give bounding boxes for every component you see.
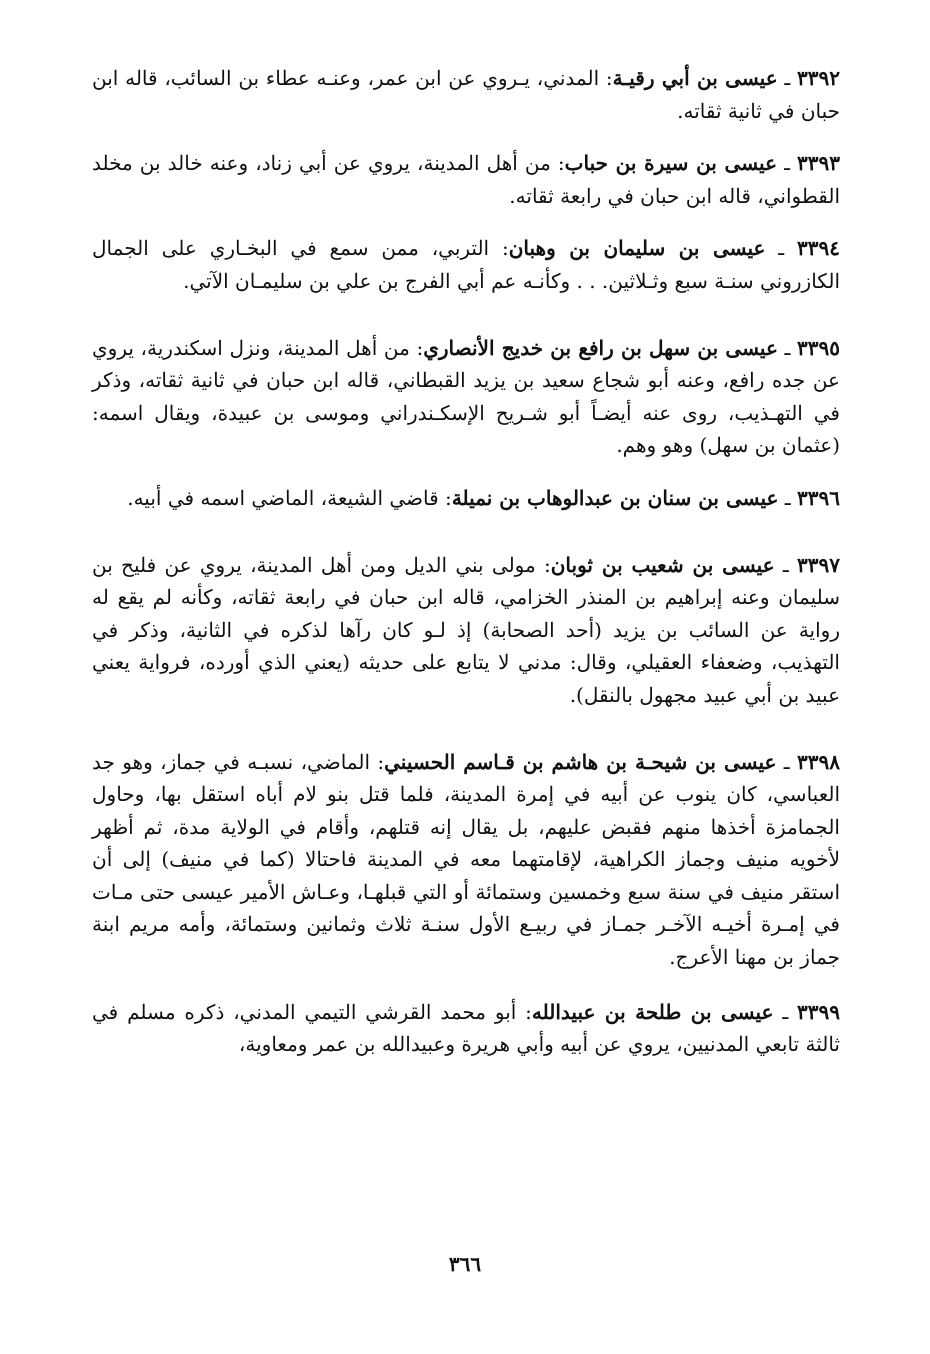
entry-number: ٣٣٩٧ — [797, 552, 840, 577]
entry-name: عيسى بن طلحة بن عبيدالله — [531, 999, 774, 1024]
entry-number: ٣٣٩٨ — [797, 749, 840, 774]
entry-name: عيسى بن شيحـة بن هاشم بن قـاسم الحسيني — [384, 749, 777, 774]
entry-name: عيسى بن سيرة بن حباب — [564, 151, 778, 176]
entry-number: ٣٣٩٤ — [797, 236, 840, 261]
entry-3394: ٣٣٩٤ ـ عيسى بن سليمان بن وهبان: التربي، ممن سمع في البخـاري على الجمال الكازروني سنـة سبع وثـلاثين. . . وكأنـه عم أبي الفرج بن علي بن سليمـان الآتي. — [92, 236, 840, 293]
entry-text: المدني، يـروي عن ابن عمر، وعنـه عطاء بن السائب، قاله ابن حبان في ثانية ثقاته. — [92, 66, 840, 123]
entry-number: ٣٣٩٣ — [797, 151, 840, 176]
entry-3397: ٣٣٩٧ ـ عيسى بن شعيب بن ثوبان: مولى بني الديل ومن أهل المدينة، يروي عن فليح بن سليمان وعنه إبراهيم بن المنذر الخزامي، قاله ابن حبان في رابعة ثقاته، وكأنه لم يقع له رواية عن السائب بن يزيد (أحد الصحابة) إذ لـو كان رآها لذكره في الثانية، وذكر في التهذيب، وضعفاء العقيلي، وقال: مدني لا يتابع على حديثه (يعني الذي أورده، فرواية يعني عبيد بن أبي عبيد مجهول بالنقل). — [92, 552, 840, 707]
entry-name: عيسى بن شعيب بن ثوبان — [550, 552, 775, 577]
entry-3393: ٣٣٩٣ ـ عيسى بن سيرة بن حباب: من أهل المدينة، يروي عن أبي زناد، وعنه خالد بن مخلد القطواني، قاله ابن حبان في رابعة ثقاته. — [92, 151, 840, 208]
entry-text: الماضي، نسبـه في جماز، وهو جد العباسي، كان ينوب عن أبيه في إمرة المدينة، فلما قتل بنو لام أباه استقل بها، وحاول الجمامزة أخذها منهم فقبض عليهم، بل يقال إنه قتلهم، وأقام في الولاية مدة، ثم أظهر لأخويه منيف وجماز الكراهية، لإقامتهما معه في المدينة فاحتالا (كما في منيف) إلى أن استقر منيف في سنة سبع وخمسين وستمائة أو التي قبلهـا، وعـاش الأمير عيسى حتى مـات في إمـرة أخيـه الآخـر جمـاز في ربيـع الأول سنـة ثلاث وثمانين وستمائة، وأمه مريم ابنة جماز بن مهنا الأعرج. — [92, 749, 840, 970]
entry-name: عيسى بن سنان بن عبدالوهاب بن نميلة — [451, 485, 779, 510]
entry-text: مولى بني الديل ومن أهل المدينة، يروي عن فليح بن سليمان وعنه إبراهيم بن المنذر الخزامي، قاله ابن حبان في رابعة ثقاته، وكأنه لم يقع له رواية عن السائب بن يزيد (أحد الصحابة) إذ لـو كان رآها لذكره في الثانية، وذكر في التهذيب، وضعفاء العقيلي، وقال: مدني لا يتابع على حديثه (يعني الذي أورده، فرواية يعني عبيد بن أبي عبيد مجهول بالنقل). — [92, 552, 840, 707]
document-page — [92, 62, 840, 1282]
entry-text: أبو محمد القرشي التيمي المدني، ذكره مسلم في ثالثة تابعي المدنيين، يروي عن أبيه وأبي هريرة وعبيدالله بن عمر ومعاوية، — [92, 999, 840, 1057]
entry-3392: ٣٣٩٢ ـ عيسى بن أبي رقيـة: المدني، يـروي عن ابن عمر، وعنـه عطاء بن السائب، قاله ابن حبان في ثانية ثقاته. — [92, 66, 840, 123]
entry-number: ٣٣٩٢ — [797, 66, 840, 90]
entry-3398: ٣٣٩٨ ـ عيسى بن شيحـة بن هاشم بن قـاسم الحسيني: الماضي، نسبـه في جماز، وهو جد العباسي، كان ينوب عن أبيه في إمرة المدينة، فلما قتل بنو لام أباه استقل بها، وحاول الجمامزة أخذها منهم فقبض عليهم، بل يقال إنه قتلهم، وأقام في الولاية مدة، ثم أظهر لأخويه منيف وجماز الكراهية، لإقامتهما معه في المدينة فاحتالا (كما في منيف) إلى أن استقر منيف في سنة سبع وخمسين وستمائة أو التي قبلهـا، وعـاش الأمير عيسى حتى مـات في إمـرة أخيـه الآخـر جمـاز في ربيـع الأول سنـة ثلاث وثمانين وستمائة، وأمه مريم ابنة جماز بن مهنا الأعرج. — [92, 749, 840, 970]
entry-3399: ٣٣٩٩ ـ عيسى بن طلحة بن عبيدالله: أبو محمد القرشي التيمي المدني، ذكره مسلم في ثالثة تابعي المدنيين، يروي عن أبيه وأبي هريرة وعبيدالله بن عمر ومعاوية، — [92, 999, 840, 1057]
entry-number: ٣٣٩٦ — [797, 485, 840, 510]
entry-3395: ٣٣٩٥ ـ عيسى بن سهل بن رافع بن خديج الأنصاري: من أهل المدينة، ونزل اسكندرية، يروي عن جده رافع، وعنه أبو شجاع سعيد بن يزيد القبطاني، قاله ابن حبان في ثانية ثقاته، وذكر في التهـذيب، روى عنه أيضـاً أبو شـريح الإسكـندراني وموسى بن عبيدة، ويقال اسمه: (عثمان بن سهل) وهو وهم. — [92, 335, 840, 458]
entry-text: التربي، ممن سمع في البخـاري على الجمال الكازروني سنـة سبع وثـلاثين. . . وكأنـه عم أبي الفرج بن علي بن سليمـان الآتي. — [92, 236, 840, 293]
page-number: ٣٦٦ — [448, 1252, 482, 1276]
entry-name: عيسى بن أبي رقيـة — [612, 66, 778, 90]
entry-3396: ٣٣٩٦ ـ عيسى بن سنان بن عبدالوهاب بن نميلة: قاضي الشيعة، الماضي اسمه في أبيه. — [127, 485, 840, 510]
entry-name: عيسى بن سليمان بن وهبان — [508, 236, 766, 261]
entry-text: من أهل المدينة، يروي عن أبي زناد، وعنه خالد بن مخلد القطواني، قاله ابن حبان في رابعة ثقاته. — [92, 151, 840, 208]
entry-number: ٣٣٩٥ — [797, 335, 840, 360]
entry-text: قاضي الشيعة، الماضي اسمه في أبيه. — [127, 485, 439, 510]
entry-name: عيسى بن سهل بن رافع بن خديج الأنصاري — [423, 335, 778, 360]
entry-number: ٣٣٩٩ — [797, 999, 840, 1024]
entry-text: من أهل المدينة، ونزل اسكندرية، يروي عن جده رافع، وعنه أبو شجاع سعيد بن يزيد القبطاني، قاله ابن حبان في ثانية ثقاته، وذكر في التهـذيب، روى عنه أيضـاً أبو شـريح الإسكـندراني وموسى بن عبيدة، ويقال اسمه: (عثمان بن سهل) وهو وهم. — [92, 335, 840, 458]
